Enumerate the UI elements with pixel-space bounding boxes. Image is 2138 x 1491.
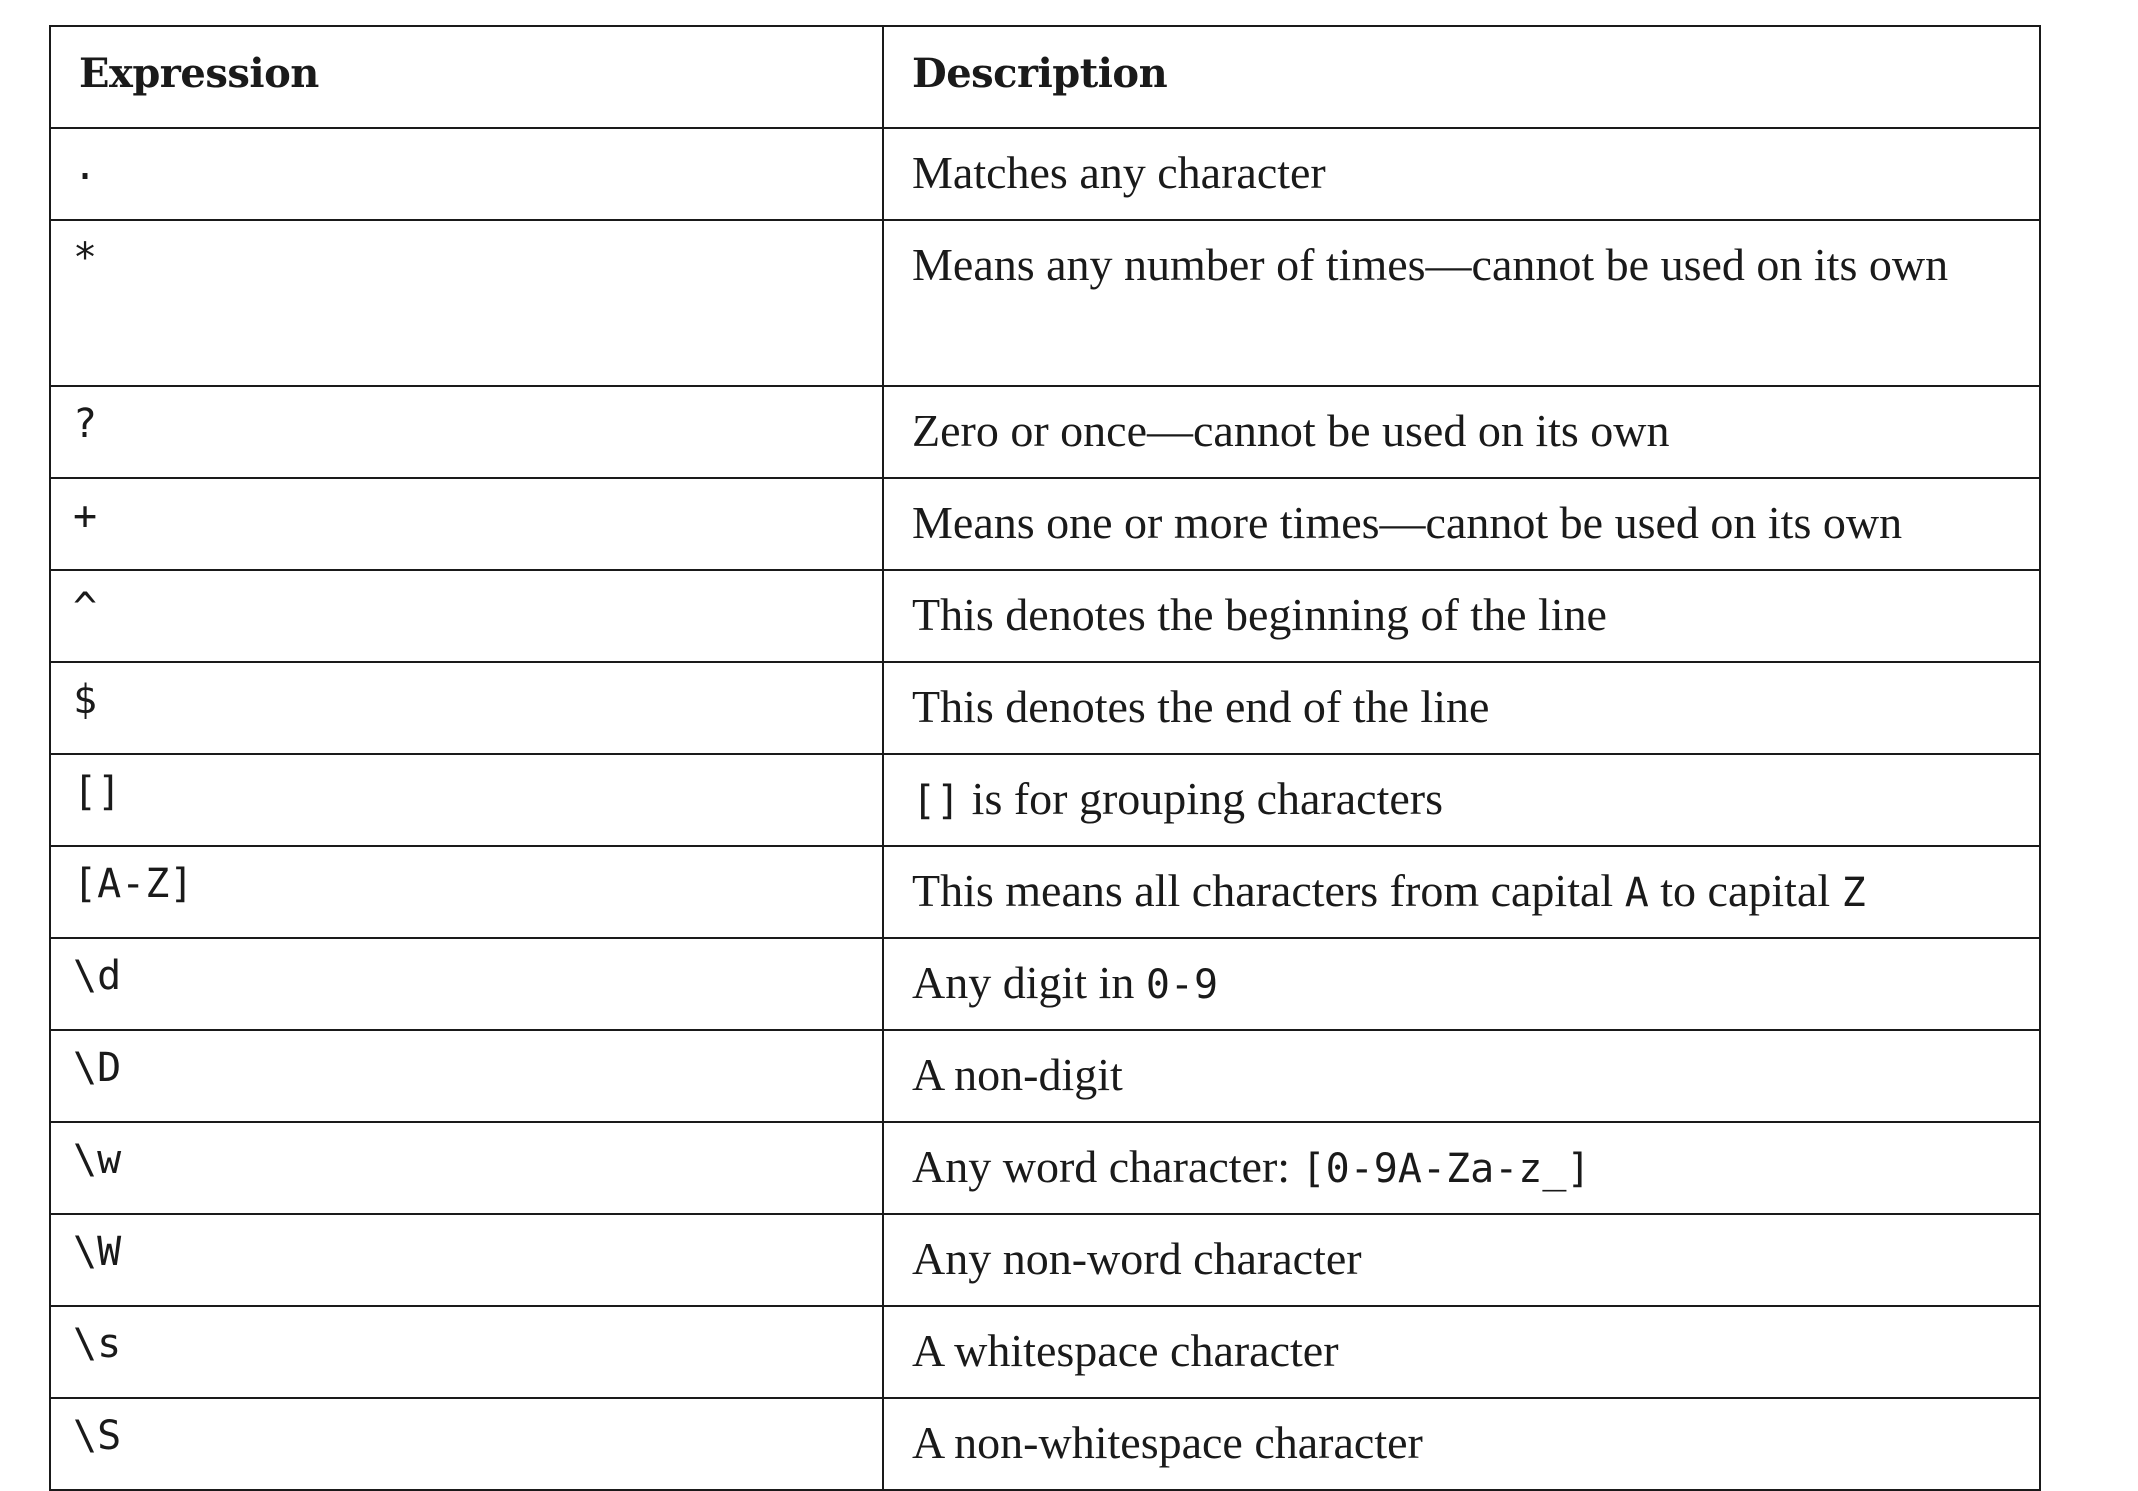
description-column-header: Description — [883, 26, 2040, 128]
expression-cell: \s — [50, 1306, 883, 1398]
expression-column-header: Expression — [50, 26, 883, 128]
description-cell — [883, 386, 2040, 478]
description-text: Zero or once—cannot be used on its own — [912, 405, 1670, 456]
inline-code: [] — [912, 778, 961, 824]
table-row — [50, 846, 2040, 938]
expression-cell: . — [50, 128, 883, 220]
inline-code: A — [1624, 870, 1649, 916]
description-text: This means all characters from capital — [912, 865, 1625, 916]
inline-code: 0-9 — [1145, 962, 1219, 1008]
table-row — [50, 386, 2040, 478]
description-text: to capital — [1648, 865, 1842, 916]
description-cell — [883, 1306, 2040, 1398]
description-cell — [883, 662, 2040, 754]
regex-reference-table — [49, 25, 2041, 1491]
description-cell — [883, 1398, 2040, 1490]
description-cell — [883, 938, 2040, 1030]
description-text: A non-whitespace character — [912, 1417, 1423, 1468]
description-cell — [883, 128, 2040, 220]
expression-cell: ? — [50, 386, 883, 478]
expression-cell: ^ — [50, 570, 883, 662]
description-cell — [883, 570, 2040, 662]
description-cell — [883, 754, 2040, 846]
expression-cell: [] — [50, 754, 883, 846]
expression-cell: * — [50, 220, 883, 386]
table-row — [50, 754, 2040, 846]
table-row — [50, 570, 2040, 662]
expression-cell: \S — [50, 1398, 883, 1490]
description-text: Means one or more times—cannot be used on its own — [912, 497, 1903, 548]
description-text: Any word character: — [912, 1141, 1302, 1192]
description-text: is for grouping characters — [960, 773, 1443, 824]
description-text: Any non-word character — [912, 1233, 1362, 1284]
expression-cell: $ — [50, 662, 883, 754]
expression-cell: \W — [50, 1214, 883, 1306]
description-text: Any digit in — [912, 957, 1146, 1008]
inline-code: Z — [1841, 870, 1866, 916]
table-row — [50, 1214, 2040, 1306]
expression-cell: + — [50, 478, 883, 570]
table-row — [50, 1398, 2040, 1490]
description-text: Means any number of times—cannot be used on its own — [912, 239, 1949, 290]
expression-cell: \D — [50, 1030, 883, 1122]
description-cell — [883, 846, 2040, 938]
table-row — [50, 1122, 2040, 1214]
description-text: A whitespace character — [912, 1325, 1339, 1376]
description-text: This denotes the end of the line — [912, 681, 1490, 732]
header-row — [50, 26, 2040, 128]
table-row — [50, 478, 2040, 570]
table-row — [50, 662, 2040, 754]
expression-cell: [A-Z] — [50, 846, 883, 938]
description-cell — [883, 1122, 2040, 1214]
expression-cell: \d — [50, 938, 883, 1030]
table-row — [50, 128, 2040, 220]
description-text: A non-digit — [912, 1049, 1123, 1100]
description-cell — [883, 1030, 2040, 1122]
expression-cell: \w — [50, 1122, 883, 1214]
table-row — [50, 220, 2040, 386]
description-cell — [883, 1214, 2040, 1306]
description-text: Matches any character — [912, 147, 1326, 198]
inline-code: [0-9A-Za-z_] — [1301, 1146, 1591, 1192]
table-row — [50, 1306, 2040, 1398]
table-row — [50, 938, 2040, 1030]
description-cell — [883, 478, 2040, 570]
table-row — [50, 1030, 2040, 1122]
description-text: This denotes the beginning of the line — [912, 589, 1607, 640]
description-cell — [883, 220, 2040, 386]
